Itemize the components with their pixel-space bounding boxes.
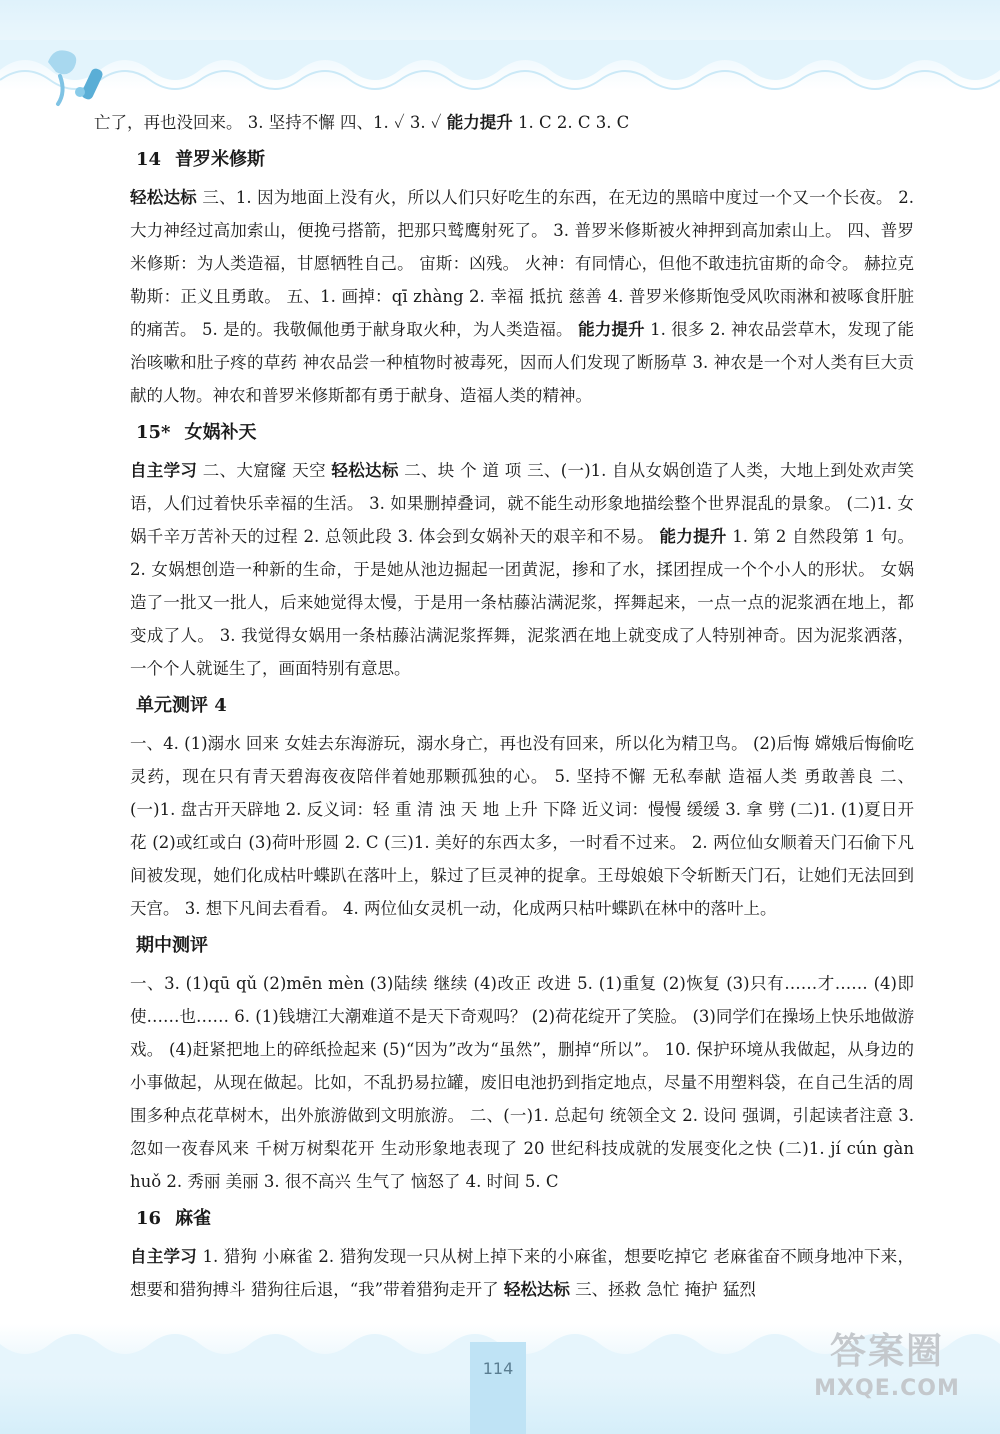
continued-text-tail: 1. C 2. C 3. C — [512, 113, 630, 132]
section-14-body — [94, 181, 914, 412]
label-self-study: 自主学习 — [130, 1247, 197, 1266]
section-text: 1. 第 2 自然段第 1 句。 2. 女娲想创造一种新的生命，于是她从池边掘起一团黄泥，掺和了水，揉团捏成一个个小人的形状。 女娲造了一批又一批人，后来她觉得太慢，于是用一条枯藤沾满泥浆，挥舞起来，一点一点的泥浆洒在地上，都变成了人。 3. 我觉得女娲用一条枯藤沾满泥浆挥舞，泥浆洒在地上就变成了人特别神奇。因为泥浆洒落，一个个人就诞生了，画面特别有意思。 — [130, 527, 915, 678]
watermark-url: MXQE.COM — [814, 1376, 960, 1401]
section-heading-unit4 — [136, 687, 914, 725]
corner-illustration-icon — [40, 42, 120, 110]
label-ability: 能力提升 — [446, 113, 513, 132]
page-number-box — [470, 1342, 526, 1434]
section-text: 三、拯救 急忙 掩护 猛烈 — [569, 1280, 756, 1299]
label-ability: 能力提升 — [578, 320, 645, 339]
section-text: 二、大窟窿 天空 — [197, 461, 332, 480]
section-title: 麻雀 — [175, 1208, 212, 1229]
section-title: 普罗米修斯 — [175, 149, 266, 170]
section-heading-15 — [136, 414, 914, 452]
label-easy: 轻松达标 — [503, 1280, 570, 1299]
section-text: 1. 很多 2. 神农品尝草木，发现了能治咳嗽和肚子疼的草药 神农品尝一种植物时被毒死，因而人们发现了断肠草 3. 神农是一个对人类有巨大贡献的人物。神农和普罗米修斯都有勇于献身、造福人类的精神。 — [130, 320, 915, 405]
section-title: 期中测评 — [136, 935, 208, 956]
unit4-body: 一、4. (1)溺水 回来 女娃去东海游玩，溺水身亡，再也没有回来，所以化为精卫鸟。 (2)后悔 嫦娥后悔偷吃灵药，现在只有青天碧海夜夜陪伴着她那颗孤独的心。 5. 坚持不懈 无私奉献 造福人类 勇敢善良 二、(一)1. 盘古开天辟地 2. 反义词：轻 重 清 浊 天 地 上升 下降 近义词：慢慢 缓缓 3. 拿 劈 (二)1. (1)夏日开花 (2)或红或白 (3)荷叶形圆 2. C (三)1. 美好的东西太多，一时看不过来。 2. 两位仙女顺着天门石偷下凡间被发现，她们化成枯叶蝶趴在落叶上，躲过了巨灵神的捉拿。王母娘娘下令斩断天门石，让她们无法回到天宫。 3. 想下凡间去看看。 4. 两位仙女灵机一动，化成两只枯叶蝶趴在林中的落叶上。 — [130, 734, 914, 918]
header-wave-decoration — [0, 40, 1000, 100]
label-easy: 轻松达标 — [331, 461, 399, 480]
section-number: 14 — [136, 149, 162, 170]
midterm-body: 一、3. (1)qū qǔ (2)mēn mèn (3)陆续 继续 (4)改正 改进 5. (1)重复 (2)恢复 (3)只有……才…… (4)即使……也…… 6. (1)钱塘江大潮难道不是天下奇观吗？ (2)荷花绽开了笑脸。 (3)同学们在操场上快乐地做游戏。 (4)赶紧把地上的碎纸捡起来 (5)“因为”改为“虽然”，删掉“所以”。 10. 保护环境从我做起，从身边的小事做起，从现在做起。比如，不乱扔易拉罐，废旧电池扔到指定地点，尽量不用塑料袋，在自己生活的周围多种点花草树木，出外旅游做到文明旅游。 二、(一)1. 总起句 统领全文 2. 设问 强调，引起读者注意 3. 忽如一夜春风来 千树万树梨花开 生动形象地表现了 20 世纪科技成就的发展变化之快 (二)1. jí cún gàn huǒ 2. 秀丽 美丽 3. 很不高兴 生气了 恼怒了 4. 时间 5. C — [130, 974, 914, 1191]
section-title: 女娲补天 — [184, 422, 257, 443]
answer-content — [94, 106, 914, 1306]
continued-text: 亡了，再也没回来。 3. 坚持不懈 四、1. ✓ 3. ✓ — [94, 113, 447, 132]
section-number: 15* — [136, 422, 171, 443]
watermark — [802, 1328, 972, 1420]
section-text: 二、块 个 道 项 三、(一)1. 自从女娲创造了人类，大地上到处欢声笑语，人们过着快乐幸福的生活。 3. 如果删掉叠词，就不能生动形象地描绘整个世界混乱的景象。 (二)1. 女娲千辛万苦补天的过程 2. 总领此段 3. 体会到女娲补天的艰辛和不易。 — [130, 461, 915, 546]
page-number: 114 — [482, 1359, 514, 1378]
section-title: 单元测评 4 — [136, 695, 227, 716]
section-15-body — [94, 454, 914, 685]
section-heading-14 — [136, 141, 914, 179]
section-number: 16 — [136, 1208, 162, 1229]
watermark-logo: 答案圈 — [829, 1331, 944, 1372]
continued-answers — [94, 106, 914, 139]
label-easy: 轻松达标 — [130, 188, 197, 207]
label-self-study: 自主学习 — [130, 461, 198, 480]
section-heading-16 — [136, 1200, 914, 1238]
section-heading-midterm — [136, 927, 914, 965]
section-text: 1. 猎狗 小麻雀 2. 猎狗发现一只从树上掉下来的小麻雀，想要吃掉它 老麻雀奋不顾身地冲下来，想要和猎狗搏斗 猎狗往后退，“我”带着猎狗走开了 — [130, 1247, 914, 1299]
label-ability: 能力提升 — [659, 527, 727, 546]
section-16-body — [94, 1240, 914, 1306]
section-text: 三、1. 因为地面上没有火，所以人们只好吃生的东西，在无边的黑暗中度过一个又一个长夜。 2. 大力神经过高加索山，便挽弓搭箭，把那只鹫鹰射死了。 3. 普罗米修斯被火神押到高加索山上。 四、普罗米修斯：为人类造福，甘愿牺牲自己。 宙斯：凶残。 火神：有同情心，但他不敢违抗宙斯的命令。 赫拉克勒斯：正义且勇敢。 五、1. 画掉：qī zhàng 2. 幸福 抵抗 慈善 4. 普罗米修斯饱受风吹雨淋和被啄食肝脏的痛苦。 5. 是的。我敬佩他勇于献身取火种，为人类造福。 — [130, 188, 914, 339]
